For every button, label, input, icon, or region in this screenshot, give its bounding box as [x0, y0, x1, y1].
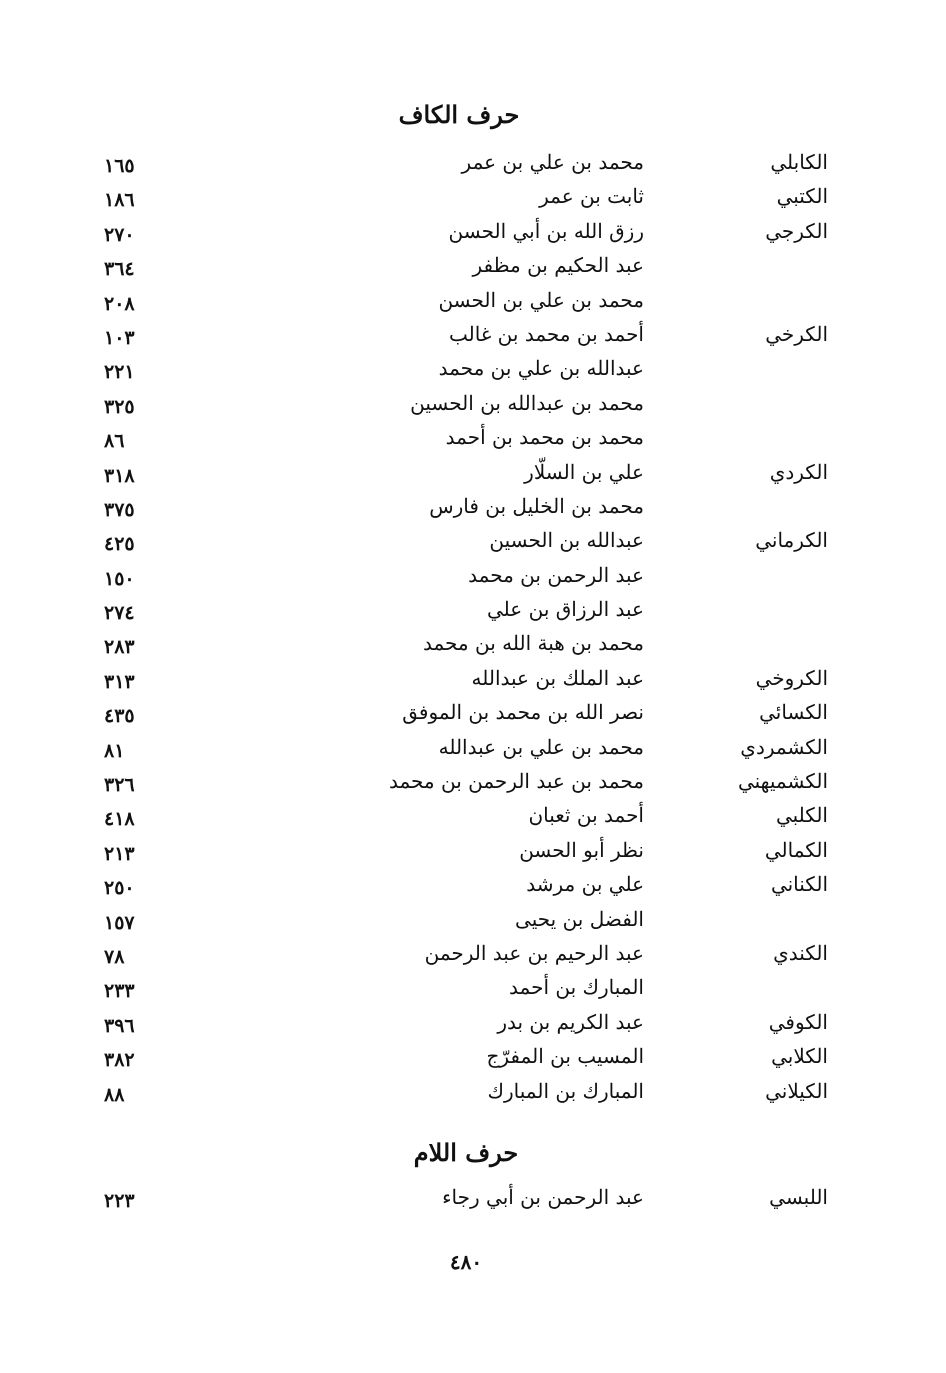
page-reference: ١٨٦: [104, 189, 135, 212]
person-name: محمد بن محمد بن أحمد: [445, 425, 644, 450]
nisba-label: الكتبي: [776, 184, 828, 209]
page-reference: ٢٣٣: [104, 980, 135, 1003]
page-reference: ٤٣٥: [104, 705, 135, 728]
person-name: عبدالله بن الحسين: [489, 528, 644, 553]
nisba-label: الكسائي: [759, 700, 828, 725]
page-reference: ١٥٧: [104, 911, 135, 934]
person-name: محمد بن علي بن عبدالله: [438, 734, 644, 759]
person-name: الفضل بن يحيى: [515, 906, 644, 931]
page-reference: ٨٨: [104, 1083, 125, 1106]
nisba-label: الكلابي: [771, 1044, 828, 1069]
index-entry-row: [0, 938, 946, 972]
page-reference: ١٠٣: [104, 326, 135, 349]
section-heading-lam: حرف اللام: [413, 1138, 519, 1167]
nisba-label: الكلبي: [775, 803, 828, 828]
nisba-label: الكشمردي: [740, 734, 828, 759]
page-reference: ٣٨٢: [104, 1049, 135, 1072]
index-entry-row: [0, 663, 946, 697]
index-entry-row: [0, 388, 946, 422]
person-name: عبد الحكيم بن مظفر: [472, 253, 644, 278]
index-entry-row: [0, 457, 946, 491]
page-reference: ١٦٥: [104, 155, 135, 177]
page-reference: ٧٨: [104, 945, 125, 968]
page-reference: ٤٢٥: [104, 533, 135, 556]
person-name: المبارك بن المبارك: [487, 1078, 644, 1103]
person-name: عبد الرحمن بن أبي رجاء: [442, 1185, 644, 1209]
page-reference: ٨١: [104, 739, 125, 762]
page-reference: ٢٧٠: [104, 223, 135, 246]
index-entry-row: [0, 835, 946, 869]
index-entry-row: [0, 353, 946, 387]
index-entry-row: [0, 732, 946, 766]
page-reference: ٢٧٤: [104, 602, 135, 625]
nisba-label: الكمالي: [764, 837, 828, 862]
page-reference: ١٥٠: [104, 567, 135, 590]
nisba-label: الكرخي: [765, 321, 828, 346]
index-entry-row: [0, 285, 946, 319]
nisba-label: الكرجي: [765, 218, 828, 243]
person-name: علي بن السلّار: [524, 459, 644, 484]
nisba-label: الكيلاني: [765, 1078, 828, 1103]
nisba-label: الكردي: [769, 459, 828, 484]
index-table-kaf: [0, 147, 946, 1110]
page-reference: ٣٧٥: [104, 498, 135, 521]
person-name: عبد الرحيم بن عبد الرحمن: [424, 940, 644, 965]
page-reference: ٣٩٦: [104, 1014, 135, 1037]
person-name: محمد بن هبة الله بن محمد: [422, 631, 644, 656]
index-entry-row: [0, 594, 946, 628]
person-name: أحمد بن ثعبان: [528, 803, 644, 828]
index-entry-row: [0, 560, 946, 594]
index-entry-row: [0, 216, 946, 250]
page-number: ٤٨٠: [449, 1250, 483, 1274]
person-name: نظر أبو الحسن: [519, 837, 644, 862]
index-table-lam: [0, 1182, 946, 1216]
person-name: محمد بن علي بن عمر: [461, 150, 644, 174]
index-entry-row: [0, 1007, 946, 1041]
page-reference: ٣٢٦: [104, 774, 135, 797]
index-entry-row: [0, 319, 946, 353]
page-reference: ٢٠٨: [104, 292, 135, 315]
person-name: المبارك بن أحمد: [509, 975, 644, 1000]
index-entry-row: [0, 422, 946, 456]
index-entry-row: [0, 1076, 946, 1110]
person-name: عبدالله بن علي بن محمد: [438, 356, 644, 381]
page-reference: ٣٢٥: [104, 395, 135, 418]
person-name: علي بن مرشد: [526, 872, 644, 897]
index-entry-row: [0, 800, 946, 834]
page-reference: ٤١٨: [104, 808, 135, 831]
page-reference: ٢٨٣: [104, 636, 135, 659]
nisba-label: الكناني: [770, 872, 828, 897]
page-reference: ٣١٣: [104, 670, 135, 693]
section-heading-kaf: حرف الكاف: [398, 100, 520, 129]
person-name: عبد الملك بن عبدالله: [471, 665, 644, 690]
page-reference: ٢٢٣: [104, 1190, 135, 1212]
page-reference: ٨٦: [104, 430, 125, 453]
index-entry-row: [0, 1041, 946, 1075]
index-entry-row: [0, 904, 946, 938]
person-name: محمد بن الخليل بن فارس: [429, 493, 644, 518]
nisba-label: الكروخي: [755, 665, 828, 690]
person-name: المسيب بن المفرّج: [486, 1044, 644, 1069]
index-entry-row: [0, 525, 946, 559]
index-entry-row: [0, 697, 946, 731]
person-name: محمد بن عبدالله بن الحسين: [410, 390, 644, 415]
index-entry-row: [0, 147, 946, 181]
nisba-label: الكوفي: [768, 1009, 828, 1034]
index-entry-row: [0, 491, 946, 525]
nisba-label: الكشميهني: [737, 769, 828, 794]
index-entry-row: [0, 250, 946, 284]
person-name: محمد بن علي بن الحسن: [438, 287, 644, 312]
person-name: عبد الرحمن بن محمد: [468, 562, 644, 587]
person-name: محمد بن عبد الرحمن بن محمد: [388, 769, 644, 794]
index-entry-row: [0, 1182, 946, 1216]
person-name: عبد الكريم بن بدر: [497, 1009, 644, 1034]
page-reference: ٢١٣: [104, 842, 135, 865]
index-entry-row: [0, 628, 946, 662]
person-name: نصر الله بن محمد بن الموفق: [402, 700, 644, 725]
person-name: ثابت بن عمر: [539, 184, 644, 209]
person-name: عبد الرزاق بن علي: [487, 597, 644, 622]
page-reference: ٣٦٤: [104, 258, 135, 281]
index-entry-row: [0, 972, 946, 1006]
page-reference: ٢٥٠: [104, 877, 135, 900]
page-reference: ٢٢١: [104, 361, 135, 384]
person-name: رزق الله بن أبي الحسن: [448, 218, 644, 243]
index-entry-row: [0, 181, 946, 215]
nisba-label: الكرماني: [755, 528, 828, 553]
nisba-label: الكندي: [773, 940, 828, 965]
person-name: أحمد بن محمد بن غالب: [449, 321, 644, 346]
page-reference: ٣١٨: [104, 464, 135, 487]
index-entry-row: [0, 766, 946, 800]
index-entry-row: [0, 869, 946, 903]
nisba-label: الكابلي: [770, 150, 828, 174]
nisba-label: اللبسي: [769, 1185, 828, 1209]
